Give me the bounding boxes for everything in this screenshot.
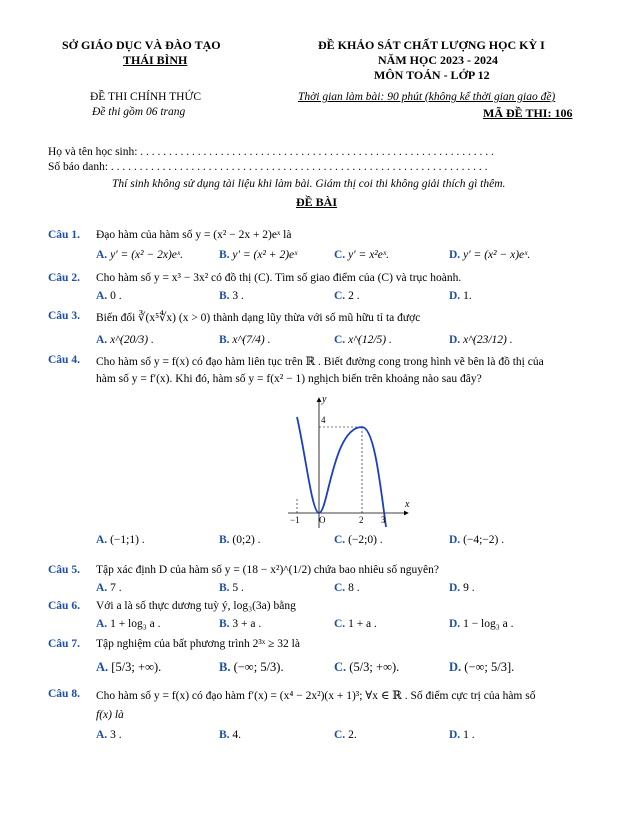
q7-option-c[interactable]: C. (5/3; +∞). — [334, 660, 400, 674]
question-8-text: Cho hàm số y = f(x) có đạo hàm f′(x) = (x⁴ − 2x²)(x + 1)³; ∀x ∈ ℝ . Số điểm cực trị của hàm số — [96, 690, 536, 702]
q4-option-a[interactable]: A. (−1;1) . — [96, 534, 145, 546]
tick-y-4: 4 — [321, 415, 326, 425]
tick-x-neg1: −1 — [290, 515, 300, 525]
curve-f-prime — [297, 417, 386, 527]
q4-option-c[interactable]: C. (−2;0) . — [334, 534, 383, 546]
exam-title: ĐỀ KHẢO SÁT CHẤT LƯỢNG HỌC KỲ I — [318, 38, 545, 52]
q3-option-c[interactable]: C. x^(12/5) . — [334, 334, 392, 346]
q1-option-b[interactable]: B. y′ = (x² + 2)eˣ — [219, 249, 298, 261]
x-axis-label: x — [405, 499, 410, 510]
tick-x-origin: O — [319, 515, 326, 525]
q6-option-c[interactable]: C. 1 + a . — [334, 618, 377, 630]
section-title: ĐỀ BÀI — [296, 195, 338, 209]
q7-option-b[interactable]: B. (−∞; 5/3). — [219, 660, 284, 674]
question-5-text: Tập xác định D của hàm số y = (18 − x²)^(1/2) chứa bao nhiêu số nguyên? — [96, 564, 439, 576]
q5-option-c[interactable]: C. 8 . — [334, 582, 360, 594]
question-3-text: Biến đổi ∛(x⁵∜x) (x > 0) thành dạng lũy thừa với số mũ hữu tỉ ta được — [96, 312, 421, 324]
department-name: SỞ GIÁO DỤC VÀ ĐÀO TẠO — [62, 38, 221, 52]
q8-option-c[interactable]: C. 2. — [334, 729, 357, 741]
school-year: NĂM HỌC 2023 - 2024 — [378, 53, 498, 67]
tick-x-2: 2 — [359, 515, 364, 525]
q7-option-a[interactable]: A. [5/3; +∞). — [96, 660, 162, 674]
q5-option-a[interactable]: A. 7 . — [96, 582, 122, 594]
student-id-line: Số báo danh: . . . . . . . . . . . . . . . . . . . . . . . . . . . . . . . . . . . . . . . . . . . . . . . . . . . . . . . . . . . . . . . . . . — [48, 161, 488, 173]
question-2-text: Cho hàm số y = x³ − 3x² có đồ thị (C). Tìm số giao điểm của (C) và trục hoành. — [96, 272, 462, 284]
page-count: Đề thi gồm 06 trang — [92, 106, 186, 118]
q8-option-a[interactable]: A. 3 . — [96, 729, 122, 741]
question-5-label: Câu 5. — [48, 564, 80, 576]
question-6-label: Câu 6. — [48, 600, 80, 612]
q2-option-c[interactable]: C. 2 . — [334, 290, 360, 302]
q8-option-d[interactable]: D. 1 . — [449, 729, 475, 741]
question-6-text: Với a là số thực dương tuỳ ý, log₃(3a) bằng — [96, 600, 296, 612]
q4-option-d[interactable]: D. (−4;−2) . — [449, 534, 505, 546]
province-name: THÁI BÌNH — [123, 53, 188, 67]
q1-option-d[interactable]: D. y′ = (x² − x)eˣ. — [449, 249, 531, 261]
q7-option-d[interactable]: D. (−∞; 5/3]. — [449, 660, 515, 674]
q5-option-d[interactable]: D. 9 . — [449, 582, 475, 594]
q3-option-a[interactable]: A. x^(20/3) . — [96, 334, 154, 346]
q1-option-c[interactable]: C. y′ = x²eˣ. — [334, 249, 389, 261]
q6-option-d[interactable]: D. 1 − log₃ a . — [449, 618, 514, 630]
y-axis-label: y — [322, 394, 327, 405]
question-4-text-2: hàm số y = f′(x). Khi đó, hàm số y = f(x² − 1) nghịch biến trên khoảng nào sau đây? — [96, 373, 482, 385]
q3-option-d[interactable]: D. x^(23/12) . — [449, 334, 513, 346]
q6-option-a[interactable]: A. 1 + log₃ a . — [96, 618, 161, 630]
question-8-text-2: f(x) là — [96, 709, 124, 721]
student-name-line: Họ và tên học sinh: . . . . . . . . . . . . . . . . . . . . . . . . . . . . . . . . . . . . . . . . . . . . . . . . . . . . . . . . . . . . . . — [48, 146, 494, 158]
q4-option-b[interactable]: B. (0;2) . — [219, 534, 261, 546]
q5-option-b[interactable]: B. 5 . — [219, 582, 244, 594]
question-3-label: Câu 3. — [48, 310, 80, 322]
question-1-label: Câu 1. — [48, 229, 80, 241]
q6-option-b[interactable]: B. 3 + a . — [219, 618, 262, 630]
official-label: ĐỀ THI CHÍNH THỨC — [90, 91, 202, 103]
question-1-text: Đạo hàm của hàm số y = (x² − 2x + 2)eˣ là — [96, 229, 292, 241]
question-2-label: Câu 2. — [48, 272, 80, 284]
q1-option-a[interactable]: A. y′ = (x² − 2x)eˣ. — [96, 249, 183, 261]
q2-option-d[interactable]: D. 1. — [449, 290, 472, 302]
q8-option-b[interactable]: B. 4. — [219, 729, 242, 741]
q3-option-b[interactable]: B. x^(7/4) . — [219, 334, 271, 346]
question-7-label: Câu 7. — [48, 638, 80, 650]
question-4-text: Cho hàm số y = f(x) có đạo hàm liên tục trên ℝ . Biết đường cong trong hình vẽ bên là đồ thị của — [96, 356, 544, 368]
subject: MÔN TOÁN - LỚP 12 — [374, 68, 490, 82]
derivative-graph — [270, 392, 420, 532]
question-8-label: Câu 8. — [48, 688, 80, 700]
exam-note: Thí sinh không sử dụng tài liệu khi làm bài. Giám thị coi thi không giải thích gì thêm. — [112, 178, 506, 190]
time-limit: Thời gian làm bài: 90 phút (không kể thời gian giao đề) — [298, 91, 556, 103]
q2-option-b[interactable]: B. 3 . — [219, 290, 244, 302]
q2-option-a[interactable]: A. 0 . — [96, 290, 122, 302]
tick-x-3: 3 — [381, 515, 386, 525]
question-7-text: Tập nghiệm của bất phương trình 2³ˣ ≥ 32 là — [96, 638, 300, 650]
exam-code: MÃ ĐỀ THI: 106 — [483, 106, 573, 120]
question-4-label: Câu 4. — [48, 354, 80, 366]
